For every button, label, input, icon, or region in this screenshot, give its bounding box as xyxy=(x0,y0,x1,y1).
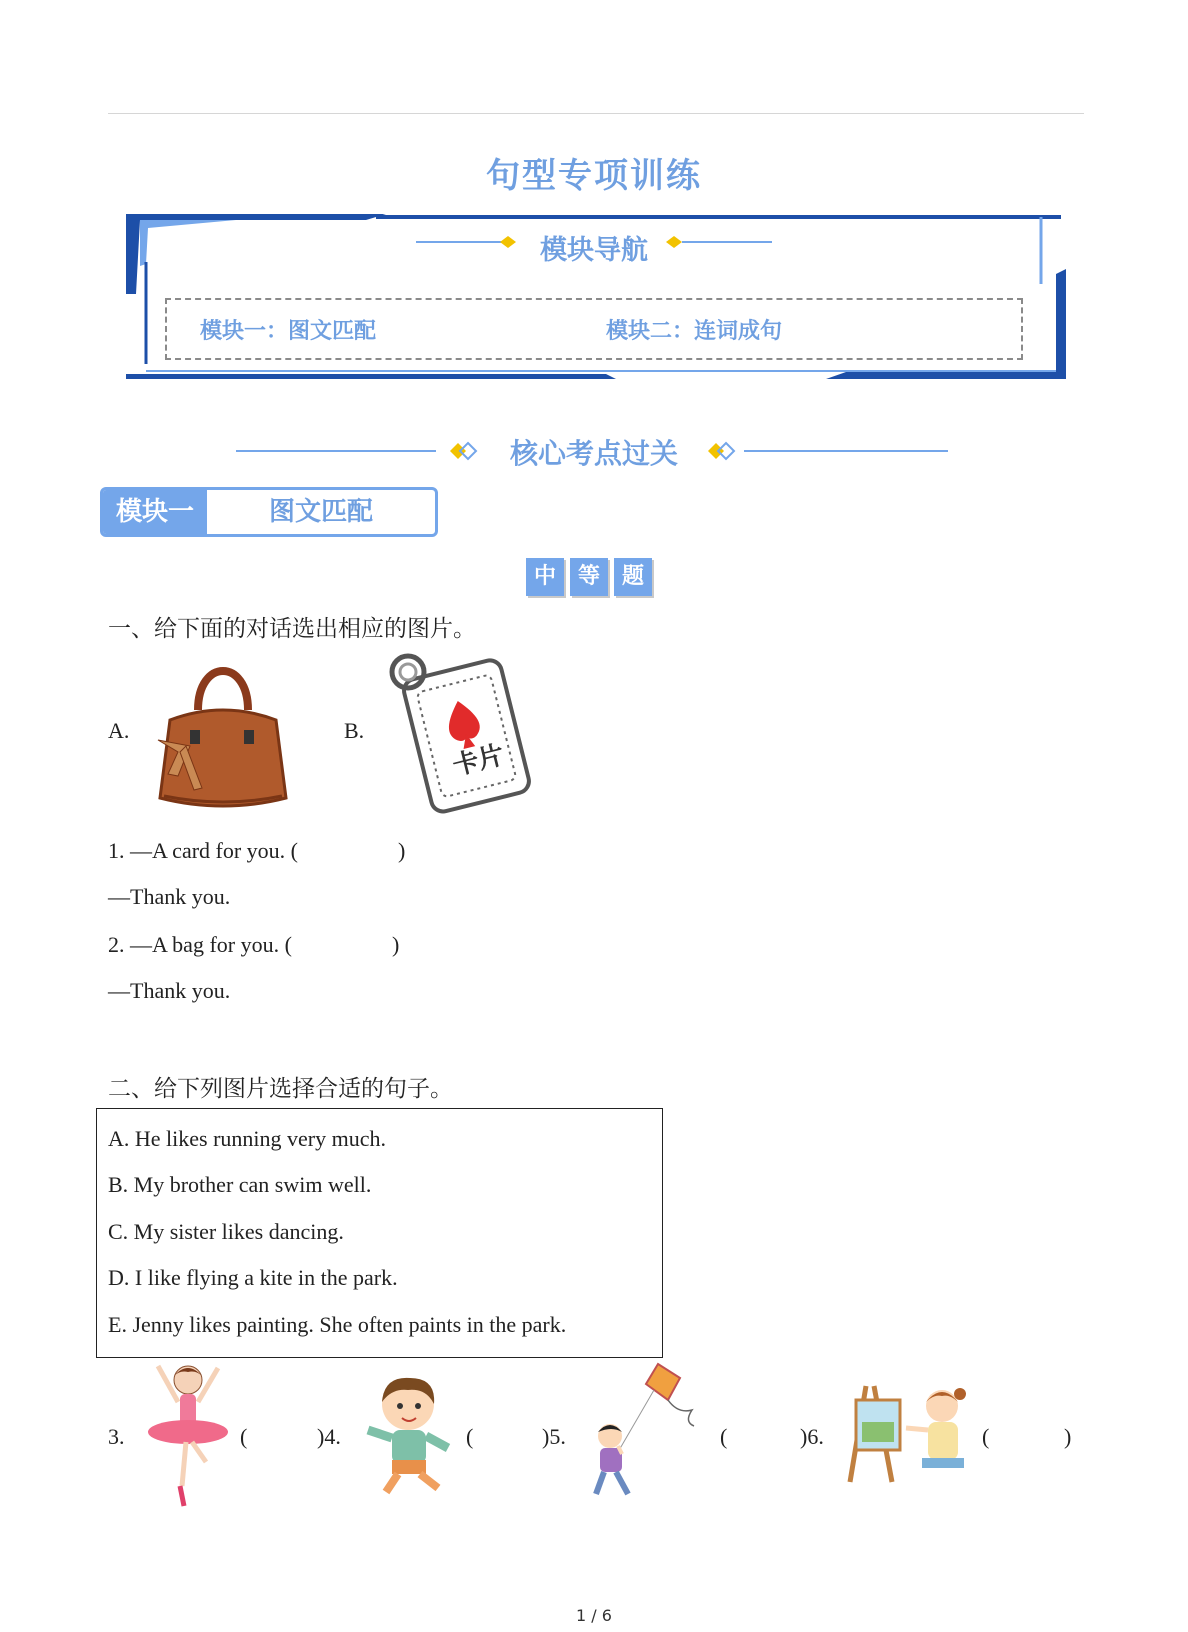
question-3-label: 3. xyxy=(108,1424,125,1449)
question-5-open-paren: ( xyxy=(720,1424,728,1449)
module-tab xyxy=(100,487,438,537)
nav-title: 模块导航 xyxy=(540,235,648,266)
running-boy-image xyxy=(362,1374,458,1496)
difficulty-char-2: 等 xyxy=(570,558,608,596)
question-3-open-paren: ( xyxy=(240,1424,248,1449)
question-1: 1. —A card for you. ( xyxy=(108,838,299,863)
option-b-label: B. xyxy=(344,718,365,743)
question-6-open-paren: ( xyxy=(982,1424,990,1449)
question-4-label: )4. xyxy=(317,1424,341,1449)
option-d-sentence: D. I like flying a kite in the park. xyxy=(108,1265,398,1290)
nav-item-module-2[interactable]: 模块二：连词成句 xyxy=(606,318,783,344)
question-6-label: )6. xyxy=(800,1424,824,1449)
question-2-close: ) xyxy=(392,932,400,957)
handbag-image xyxy=(150,648,296,814)
question-1-close: ) xyxy=(398,838,406,863)
option-b-sentence: B. My brother can swim well. xyxy=(108,1172,372,1197)
section2-heading: 二、给下列图片选择合适的句子。 xyxy=(108,1076,453,1102)
dancing-girl-image xyxy=(142,1362,232,1510)
option-a-label: A. xyxy=(108,718,130,743)
option-e-sentence: E. Jenny likes painting. She often paints in the park. xyxy=(108,1312,567,1337)
painting-girl-image xyxy=(846,1378,976,1488)
question-6-close-paren: ) xyxy=(1064,1424,1072,1449)
question-2: 2. —A bag for you. ( xyxy=(108,932,292,957)
module-name: 图文匹配 xyxy=(268,497,373,527)
option-c-sentence: C. My sister likes dancing. xyxy=(108,1219,344,1244)
header-rule xyxy=(108,113,1084,114)
nav-item-module-1[interactable]: 模块一：图文匹配 xyxy=(200,318,377,344)
kite-flying-girl-image xyxy=(588,1360,708,1510)
question-2-reply: —Thank you. xyxy=(108,978,231,1003)
page-number: 1 / 6 xyxy=(576,1606,612,1625)
module-number: 模块一 xyxy=(103,490,207,534)
core-title: 核心考点过关 xyxy=(509,437,678,470)
card-text: 卡片 xyxy=(449,740,508,782)
option-a-sentence: A. He likes running very much. xyxy=(108,1126,386,1151)
nav-title-decoration xyxy=(416,234,772,250)
question-1-reply: —Thank you. xyxy=(108,884,231,909)
difficulty-char-1: 中 xyxy=(526,558,564,596)
question-4-open-paren: ( xyxy=(466,1424,474,1449)
difficulty-char-3: 题 xyxy=(614,558,652,596)
section1-heading: 一、给下面的对话选出相应的图片。 xyxy=(108,616,476,642)
question-5-label: )5. xyxy=(542,1424,566,1449)
card-image xyxy=(386,648,544,814)
page-title: 句型专项训练 xyxy=(486,156,702,196)
